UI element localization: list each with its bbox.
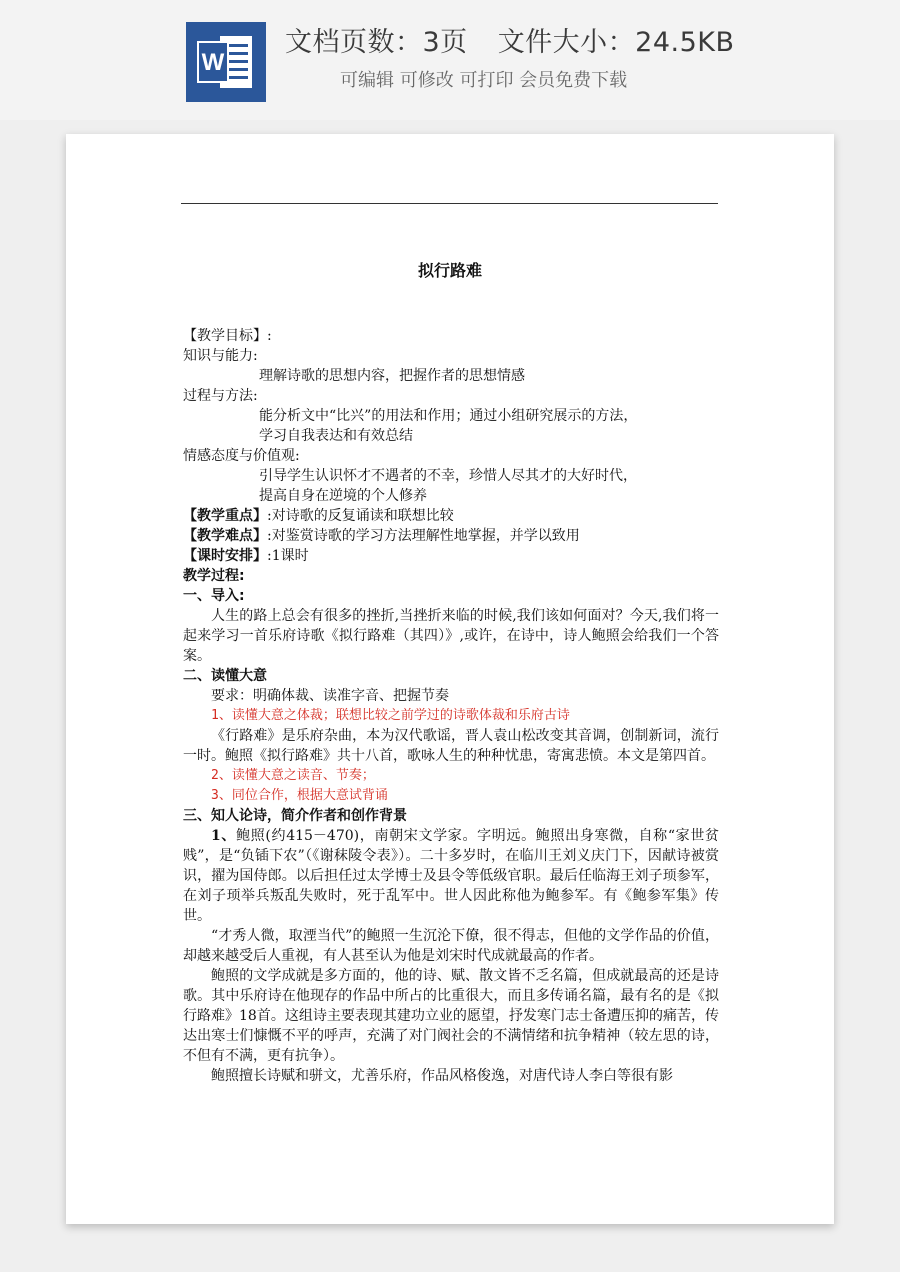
page-count: 文档页数：3页 <box>285 27 468 58</box>
process-method-label: 过程与方法: <box>183 388 258 404</box>
header-rule <box>181 203 718 204</box>
banner-subtitle: 可编辑 可修改 可打印 会员免费下载 <box>340 70 628 91</box>
section-2-red-note-2: 2、读懂大意之读音、节奏； <box>211 768 375 783</box>
doc-body <box>183 326 719 1086</box>
banner-title <box>285 20 735 59</box>
goals-label: 【教学目标】: <box>183 328 272 344</box>
emotion-label: 情感态度与价值观: <box>183 448 300 464</box>
section-2-paragraph: 《行路难》是乐府杂曲，本为汉代歌谣，晋人袁山松改变其音调，创制新词，流行一时。鲍照《拟行路难》共十八首，歌咏人生的种种忧患，寄寓悲愤。本文是第四首。 <box>183 728 719 764</box>
difficulty-line <box>183 526 719 546</box>
download-banner <box>0 0 900 120</box>
document-page <box>66 134 834 1224</box>
teaching-process-heading: 教学过程: <box>183 568 245 584</box>
section-2-red-note-3: 3、同位合作，根据大意试背诵 <box>211 788 388 803</box>
focus-text: :对诗歌的反复诵读和联想比较 <box>267 508 454 524</box>
time-line <box>183 546 719 566</box>
section-1-paragraph: 人生的路上总会有很多的挫折,当挫折来临的时候,我们该如何面对？今天,我们将一起来学习一首乐府诗歌《拟行路难（其四）》,或许，在诗中，诗人鲍照会给我们一个答案。 <box>183 608 719 664</box>
section-2-requirement: 要求：明确体裁、读准字音、把握节奏 <box>211 688 449 704</box>
difficulty-label: 【教学难点】 <box>183 528 267 544</box>
process-method-text-1: 能分析文中“比兴”的用法和作用；通过小组研究展示的方法， <box>259 408 638 424</box>
svg-text:W: W <box>201 49 225 76</box>
section-3-number: 1、 <box>211 828 237 844</box>
section-3-paragraph-4: 鲍照擅长诗赋和骈文，尤善乐府，作品风格俊逸，对唐代诗人李白等很有影 <box>211 1068 673 1084</box>
focus-label: 【教学重点】 <box>183 508 267 524</box>
file-size: 文件大小：24.5KB <box>497 27 735 58</box>
time-label: 【课时安排】 <box>183 548 267 564</box>
section-3-paragraph-3: 鲍照的文学成就是多方面的，他的诗、赋、散文皆不乏名篇，但成就最高的还是诗歌。其中乐府诗在他现存的作品中所占的比重很大，而且多传诵名篇，最有名的是《拟行路难》18首。这组诗主要表现其建功立业的愿望，抒发寒门志士备遭压抑的痛苦，传达出寒士们慷慨不平的呼声，充满了对门阀社会的不满情绪和抗争精神（较左思的诗，不但有不满，更有抗争）。 <box>183 968 719 1064</box>
difficulty-text: :对鉴赏诗歌的学习方法理解性地掌握，并学以致用 <box>267 528 580 544</box>
knowledge-label: 知识与能力: <box>183 348 258 364</box>
focus-line <box>183 506 719 526</box>
doc-title: 拟行路难 <box>417 261 482 280</box>
emotion-text-2: 提高自身在逆境的个人修养 <box>259 488 427 504</box>
time-text: :1课时 <box>267 548 309 564</box>
section-1-heading: 一、导入: <box>183 588 245 604</box>
emotion-text-1: 引导学生认识怀才不遇者的不幸，珍惜人尽其才的大好时代， <box>259 468 637 484</box>
section-3-heading: 三、知人论诗，简介作者和创作背景 <box>183 808 407 824</box>
word-icon <box>186 22 266 102</box>
knowledge-text: 理解诗歌的思想内容，把握作者的思想情感 <box>259 368 525 384</box>
section-3-paragraph-1: 1、鲍照(约415－470)，南朝宋文学家。字明远。鲍照出身寒微，自称“家世贫贱”，是“负锸下农”（《谢秣陵令表》）。二十多岁时，在临川王刘义庆门下，因献诗被赏识，擢为国侍郎。以后担任过太学博士及县令等低级官职。最后任临海王刘子顼参军，在刘子顼举兵叛乱失败时，死于乱军中。世人因此称他为鲍参军。有《鲍参军集》传世。 <box>183 828 719 924</box>
process-method-text-2: 学习自我表达和有效总结 <box>259 428 413 444</box>
section-3-paragraph-2: “才秀人微，取湮当代”的鲍照一生沉沦下僚，很不得志，但他的文学作品的价值，却越来越受后人重视，有人甚至认为他是刘宋时代成就最高的作者。 <box>183 928 719 964</box>
section-2-heading: 二、读懂大意 <box>183 668 267 684</box>
section-2-red-note-1: 1、读懂大意之体裁；联想比较之前学过的诗歌体裁和乐府古诗 <box>211 708 570 723</box>
